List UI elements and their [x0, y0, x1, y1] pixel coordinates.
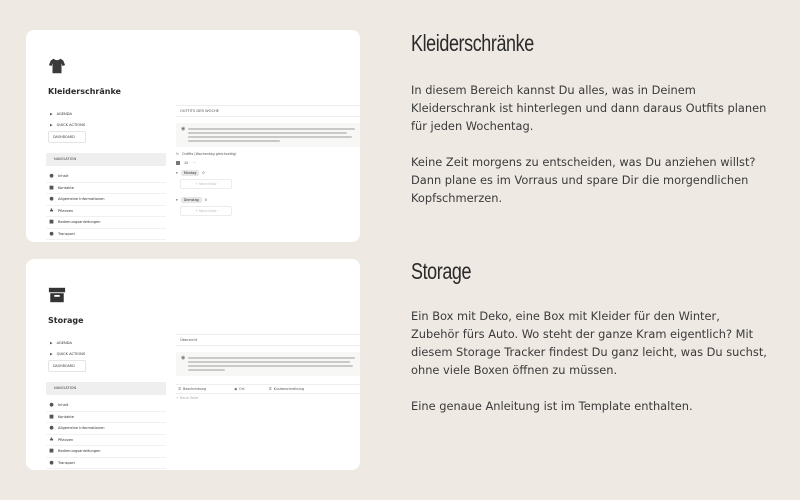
- overview-section-header: Übersicht: [176, 334, 360, 346]
- info-icon: ●: [49, 196, 54, 203]
- globe-icon: ●: [49, 402, 54, 409]
- shirt-icon: [48, 57, 66, 75]
- globe-icon: ●: [49, 173, 54, 180]
- sidebar: [46, 108, 166, 240]
- triangle-right-icon: ▶: [50, 351, 53, 356]
- triangle-right-icon: ▶: [50, 122, 53, 127]
- sidebar-item-inhalt[interactable]: ● Inhalt: [46, 171, 166, 183]
- group-tuesday[interactable]: ▾ Dienstag 0: [176, 198, 207, 202]
- manual-icon: ■: [49, 448, 54, 455]
- storage-template-preview: [26, 259, 360, 470]
- outfits-link[interactable]: ↻ Outfits (Wochentag gleichzeitig): [176, 152, 237, 156]
- section-paragraph: Ein Box mit Deko, eine Box mit Kleider für den Winter, Zubehör fürs Auto. Wo steht der ganze Kram eigentlich? Mit diesem Storage Tracker findest Du ganz leicht, was Du suchst, ohne viele Boxen öffnen zu müssen.: [411, 309, 767, 377]
- triangle-down-icon: ▾: [176, 198, 178, 202]
- sidebar-item-bedienungsanleitungen[interactable]: ■ Bedienungsanleitungen: [46, 446, 166, 458]
- sidebar-item-transport[interactable]: ● Transport: [46, 229, 166, 241]
- sidebar-item-bedienungsanleitungen[interactable]: ■ Bedienungsanleitungen: [46, 217, 166, 229]
- car-icon: ●: [49, 459, 54, 466]
- dashboard-button[interactable]: DASHBOARD: [48, 131, 86, 143]
- section-paragraph: Eine genaue Anleitung ist im Template enthalten.: [411, 399, 693, 413]
- view-toolbar: 10 ⋯: [176, 161, 360, 165]
- page-title: Storage: [48, 316, 84, 325]
- car-icon: ●: [49, 230, 54, 237]
- section-wardrobe: [411, 30, 771, 207]
- sidebar-expander-quick-actions[interactable]: ▶ QUICK ACTIONS: [50, 122, 86, 127]
- section-storage: [411, 258, 771, 415]
- more-icon[interactable]: ⋯: [192, 161, 196, 165]
- sidebar: [46, 337, 166, 469]
- section-paragraph: In diesem Bereich kannst Du alles, was in Deinem Kleiderschrank ist hinterlegen und dann daraus Outfits planen für jeden Wochentag.: [411, 83, 767, 133]
- sidebar-item-kontakte[interactable]: ■ Kontakte: [46, 183, 166, 195]
- page-title: Kleiderschränke: [48, 87, 121, 96]
- sidebar-expander-agenda[interactable]: ▶ AGENDA: [50, 340, 72, 345]
- navigation-header: NAVIGATION: [46, 382, 166, 395]
- section-heading: Kleiderschränke: [411, 30, 534, 56]
- contacts-icon: ■: [49, 413, 54, 420]
- sidebar-item-allgemeine-informationen[interactable]: ● Allgemeine Informationen: [46, 194, 166, 206]
- main-content: [176, 105, 360, 216]
- triangle-down-icon: ▾: [176, 171, 178, 175]
- location-property-icon: ◉: [234, 387, 238, 391]
- plant-icon: ♣: [49, 207, 54, 214]
- triangle-right-icon: ▶: [50, 111, 53, 116]
- text-property-icon: ☰: [178, 387, 182, 391]
- new-row-button[interactable]: + Neue Zeile: [176, 396, 199, 400]
- outfits-section-header: OUTFITS DER WOCHE: [176, 105, 360, 117]
- section-paragraph: Keine Zeit morgens zu entscheiden, was Du anziehen willst? Dann plane es im Vorraus und spare Dir die morgendlichen Kopfschmerzen.: [411, 155, 756, 205]
- sidebar-expander-quick-actions[interactable]: ▶ QUICK ACTIONS: [50, 351, 86, 356]
- contacts-icon: ■: [49, 184, 54, 191]
- text-property-icon: ☰: [268, 387, 272, 391]
- info-icon: ●: [49, 425, 54, 432]
- table-header-row: ☰ Beschreibung ◉ Ort ☰ Kurzbeschreibung: [176, 384, 360, 394]
- main-content: [176, 334, 360, 400]
- link-arrow-icon: ↻: [176, 152, 179, 156]
- triangle-right-icon: ▶: [50, 340, 53, 345]
- sidebar-item-allgemeine-informationen[interactable]: ● Allgemeine Informationen: [46, 423, 166, 435]
- new-note-button[interactable]: + Neue Notiz: [180, 206, 232, 216]
- navigation-header: NAVIGATION: [46, 153, 166, 166]
- sidebar-item-pflanzen[interactable]: ♣ Pflanzen: [46, 435, 166, 447]
- plant-icon: ♣: [49, 436, 54, 443]
- lightbulb-icon: ◉: [181, 355, 186, 361]
- callout: [176, 352, 360, 376]
- callout: [176, 123, 360, 147]
- sidebar-item-kontakte[interactable]: ■ Kontakte: [46, 412, 166, 424]
- new-note-button[interactable]: + Neue Notiz: [180, 179, 232, 189]
- lightbulb-icon: ◉: [181, 126, 186, 132]
- group-monday[interactable]: ▾ Montag 0: [176, 171, 205, 175]
- sidebar-item-pflanzen[interactable]: ♣ Pflanzen: [46, 206, 166, 218]
- manual-icon: ■: [49, 219, 54, 226]
- dashboard-button[interactable]: DASHBOARD: [48, 360, 86, 372]
- sidebar-item-transport[interactable]: ● Transport: [46, 458, 166, 470]
- board-view-icon[interactable]: [176, 161, 180, 165]
- archive-box-icon: [48, 286, 66, 304]
- sidebar-item-inhalt[interactable]: ● Inhalt: [46, 400, 166, 412]
- wardrobe-template-preview: [26, 30, 360, 242]
- section-heading: Storage: [411, 258, 472, 284]
- sidebar-expander-agenda[interactable]: ▶ AGENDA: [50, 111, 72, 116]
